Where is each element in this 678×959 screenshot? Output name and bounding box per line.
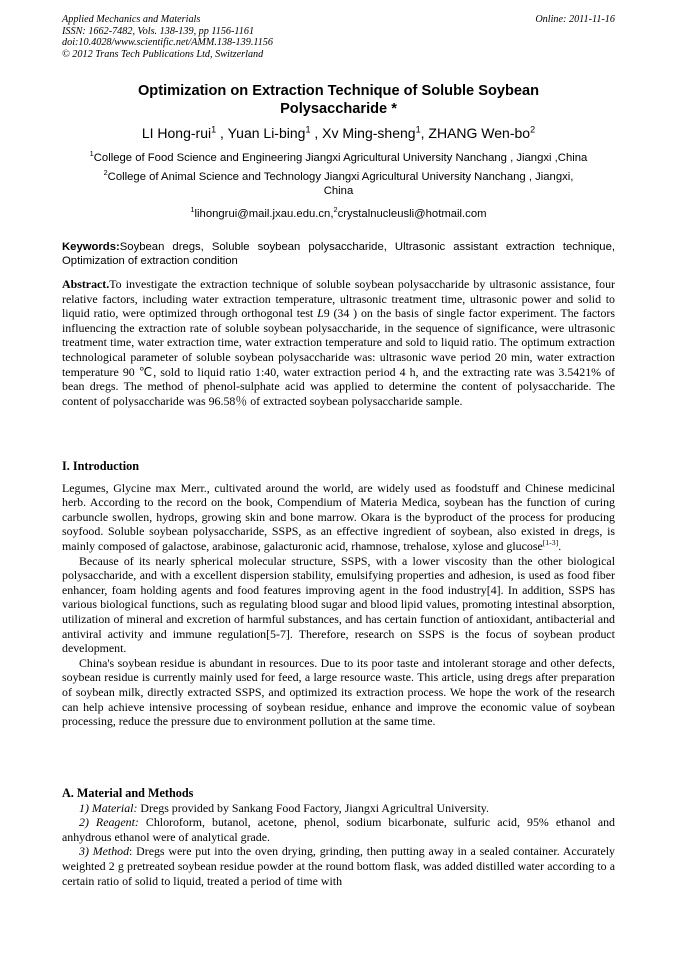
test-symbol: L <box>317 306 324 321</box>
affiliation-text-cont: China <box>323 185 354 198</box>
citation-ref: [1-3] <box>542 538 559 547</box>
abstract-label: Abstract. <box>62 277 110 291</box>
contact-emails <box>62 207 615 221</box>
journal-header <box>62 14 615 60</box>
title-line-1: Optimization on Extraction Technique of Soluble Soybean <box>137 83 540 99</box>
method-material: 1) Material: Dregs provided by Sankang Food Factory, Jiangxi Agricultral University. <box>79 800 489 815</box>
methods-section <box>62 786 615 888</box>
intro-paragraph-1: Legumes, Glycine max Merr., cultivated around the world, are widely used as foodstuff and Chinese medicinal herb. According to the record on the book, Compendium of Materia Medica, soybean has the function of curing carbuncle swollen, hydrops, growing skin and bone marrow. Okara is the byproduct of the process for producing soyfood. Soluble soybean polysaccharide, SSPS, as an effective ingredient of soybean, also existed in dregs, is mainly composed of galactose, arabinose, galacturonic acid, rhamnose, trehalose, xylose and glucose[1-3]. <box>62 480 615 553</box>
introduction-section <box>62 459 615 729</box>
abstract-text-1: To investigate the extraction technique of soluble soybean polysaccharide by ultrasonic assistance, four relative factors, including water extraction temperature, ultrasonic treatment time, ultrasonic power and solid to liquid ratio, were optimized through orthogonal test <box>62 277 615 321</box>
author-affiliation-mark: 1 <box>305 124 311 135</box>
intro-paragraph-2: Because of its nearly spherical molecular structure, SSPS, with a lower viscosity than the other biological polysaccharide, and with a excellent dispersion stability, emulsifying properties and adhesion, is used as food fiber enhancer, foam holding agents and food features improving agent in the food industry[4]. In addition, SSPS has various biological functions, such as regulating blood sugar and blood lipid values, promoting intestinal absorption, utilization of mineral and excretion of harmful substances, and has certain function of antioxidant, antibacterial and antiviral activity and immune regulation[5-7]. Therefore, research on SSPS is the focus of soybean product development. <box>62 553 615 656</box>
copyright-line: © 2012 Trans Tech Publications Ltd, Switzerland <box>62 48 264 60</box>
author-name: ZHANG Wen-bo <box>428 125 531 141</box>
email-1: lihongrui@mail.jxau.edu.cn, <box>194 208 334 220</box>
author-affiliation-mark: 1 <box>415 124 421 135</box>
abstract-text-2: 9 (34 ) on the basis of single factor experiment. The factors influencing the extraction rate of soluble soybean polysaccharide, in the sequence of significance, were ultrasonic treatment time, water extraction time, water extraction temperature and sold to liquid ratio. The optimum extraction technological parameter of soluble soybean polysaccharide was: ultrasonic wave period 20 min, water extraction temperature 90 ℃, sold to liquid ratio 1:40, water extraction period 4 h, and the extracting rate was 3.5421% of bean dregs. The method of phenol-sulphate acid was applied to determine the content of polysaccharide. The content of polysaccharide was 96.58％ of extracted soybean polysaccharide sample. <box>62 306 615 408</box>
method-procedure: 3) Method: Dregs were put into the oven drying, grinding, then putting away in a sealed container. Accurately weighted 2 g pretreated soybean residue powder at the round bottom flask, was added distilled water according to a certain ratio of solid to liquid, treated a period of time with <box>62 844 615 888</box>
author-affiliation-mark: 1 <box>211 124 217 135</box>
author-separator: , <box>310 125 323 141</box>
journal-name: Applied Mechanics and Materials <box>62 14 201 25</box>
author-separator: , <box>420 125 429 141</box>
author-separator: , <box>216 125 228 141</box>
affiliation-1 <box>62 151 615 165</box>
affiliation-text: College of Food Science and Engineering Jiangxi Agricultural University Nanchang , Jiangxi ,China <box>93 152 588 164</box>
email-mark: 1 <box>190 205 195 215</box>
intro-paragraph-3: China's soybean residue is abundant in resources. Due to its poor taste and intolerant storage and other defects, soybean residue is currently mainly used for feed, a large resource waste. This article, using dregs after preparation of soybean milk, directly extracted SSPS, and optimized its extraction process. We hope the work of the research can help achieve intensive processing of soybean residue, enhance and improve the economic value of soybean processing, reduce the pressure due to environment pollution at the same time. <box>62 655 615 729</box>
section-heading-introduction: I. Introduction <box>62 459 139 473</box>
author-name: Xv Ming-sheng <box>322 125 416 141</box>
title-line-2: Polysaccharide * <box>280 101 397 117</box>
online-date: Online: 2011-11-16 <box>535 14 615 25</box>
email-mark: 2 <box>333 205 338 215</box>
method-reagent: 2) Reagent: Chloroform, butanol, acetone, phenol, sodium bicarbonate, sulfuric acid, 95% ethanol and anhydrous ethanol were of analytical grade. <box>62 815 616 844</box>
keywords-label: Keywords: <box>62 241 120 253</box>
affiliation-mark: 2 <box>103 168 108 178</box>
author-affiliation-mark: 2 <box>530 124 536 135</box>
email-2: crystalnucleusli@hotmail.com <box>337 208 487 220</box>
affiliation-mark: 1 <box>89 149 94 159</box>
author-name: LI Hong-rui <box>141 125 212 141</box>
affiliation-2 <box>62 170 615 199</box>
keywords <box>62 240 615 268</box>
author-name: Yuan Li-bing <box>227 125 306 141</box>
keywords-text: Soybean dregs, Soluble soybean polysaccharide, Ultrasonic assistant extraction technique, Optimization of extraction condition <box>62 241 615 268</box>
section-heading-methods: A. Material and Methods <box>62 786 194 800</box>
paper-title <box>62 82 615 118</box>
author-list <box>62 125 615 142</box>
doi-line: doi:10.4028/www.scientific.net/AMM.138-139.1156 <box>62 37 273 48</box>
affiliation-text: College of Animal Science and Technology Jiangxi Agricultural University Nanchang , Jiangxi, <box>107 171 574 183</box>
issn-line: ISSN: 1662-7482, Vols. 138-139, pp 1156-1161 <box>62 25 255 37</box>
abstract <box>62 277 615 408</box>
